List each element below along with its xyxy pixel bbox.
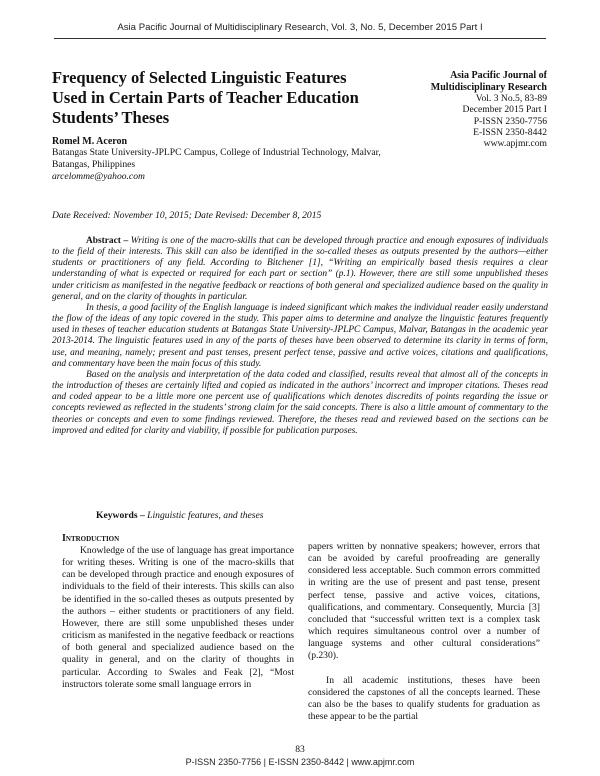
title-block: [52, 68, 382, 183]
abstract: [52, 236, 548, 437]
abstract-paragraph: In thesis, a good facility of the English language is indeed significant which makes the individual reader easily understand the flow of the ideas of any topic covered in the study. This paper aims to determine and analyze the linguistic features frequently used in theses of teacher education students at Batangas State University-JPLPC Campus, Malvar, Batangas in the academic year 2013-2014. The linguistic features used in any of the parts of theses have been observed to determine its clarity in terms of form, use, and meaning, namely; present and past tenses, present perfect tense, passive and active voices, citations and qualifications, and commentary have been the main focus of this study.: [52, 302, 548, 369]
journal-website: www.apjmr.com: [483, 138, 547, 150]
journal-volume: Vol. 3 No.5, 83-89: [475, 93, 547, 104]
page-number: 83: [295, 744, 305, 755]
author-email: arcelomme@yahoo.com: [52, 171, 145, 182]
abstract-paragraph: [52, 236, 548, 303]
body-column-right: [308, 541, 540, 723]
body-paragraph: Knowledge of the use of language has great importance for writing theses. Writing is one of the macro-skills that can be developed through practice and enough exposures of individuals to the field of their interests. This skills can also be identified in the so-called theses as outputs presented by the authors – either students or practitioners of any field. However, there are still some unpublished theses under criticism as manifested in the negative feedback or reactions of both general and specialized audience based on the quality in general, and on the clarity of thoughts in particular. According to Swales and Feak [2], “Most instructors tolerate some small language errors in: [62, 545, 294, 690]
keywords: [96, 510, 264, 521]
abstract-label: Abstract –: [86, 236, 129, 246]
journal-name: Asia Pacific Journal of Multidisciplinary Research: [430, 70, 547, 93]
journal-info: [387, 70, 547, 149]
keywords-label: Keywords –: [96, 510, 145, 521]
body-paragraph: In all academic institutions, theses have been considered the capstones of all the concepts learned. These can also be the bases to qualify students for graduation as these appear to be the partial: [308, 674, 540, 723]
submission-dates: Date Received: November 10, 2015; Date Revised: December 8, 2015: [52, 210, 322, 221]
paper-title: Frequency of Selected Linguistic Features Used in Certain Parts of Teacher Education Students’ Theses: [52, 68, 359, 127]
header-rule: [54, 38, 546, 39]
running-head: Asia Pacific Journal of Multidisciplinary Research, Vol. 3, No. 5, December 2015 Part I: [117, 22, 483, 33]
journal-pissn: P-ISSN 2350-7756: [473, 115, 547, 127]
section-heading: Introduction: [62, 533, 120, 544]
author-affiliation: Batangas State University-JPLPC Campus, College of Industrial Technology, Malvar, Batangas, Philippines: [52, 147, 381, 170]
journal-issue: December 2015 Part I: [462, 104, 547, 116]
body-paragraph: papers written by nonnative speakers; however, errors that can be avoided by careful proofreading are generally considered less acceptable. Such common errors committed in writing are the use of present and past tense, present perfect tense, passive and active voices, citations, qualifications, and commentary. Consequently, Murcia [3] concluded that “successful written text is a complex task which requires simultaneous control over a number of language systems and other cultural considerations” (p.230).: [308, 541, 540, 662]
body-column-left: [62, 533, 294, 691]
author-name: Romel M. Aceron: [52, 136, 128, 147]
abstract-paragraph: Based on the analysis and interpretation of the data coded and classified, results reveal that almost all of the concepts in the introduction of theses are certainly lifted and copied as indicated in the authors’ incorrect and improper citations. Theses read and coded appear to be a little more one percent use of qualifications which denotes discredits of points regarding the issue or concepts reviewed as reflected in the students’ strong claim for the said concepts. There is also a little amount of commentary to the theories or concepts and even to some findings reviewed. Therefore, the theses read and reviewed based on the sections can be improved and edited for clarity and viability, if possible for publication purposes.: [52, 369, 548, 436]
keywords-text: Linguistic features, and theses: [147, 510, 264, 521]
abstract-text: Writing is one of the macro-skills that can be developed through practice and enough exposures of individuals to the field of their interests. This skill can also be identified in the so-called theses as outputs presented by the authors—either students or practitioners of any field. According to Bitchener [1], “Writing an empirically based thesis requires a clear understanding of what is expected or required for each part or section” (p.1). However, there are still some unpublished theses under criticism as manifested in the negative feedback or reactions of both general and specialized audience based on the quality in general, and on the clarity of thoughts in particular.: [52, 236, 548, 302]
page-footer: P-ISSN 2350-7756 | E-ISSN 2350-8442 | www.apjmr.com: [185, 757, 415, 767]
journal-eissn: E-ISSN 2350-8442: [473, 126, 547, 138]
